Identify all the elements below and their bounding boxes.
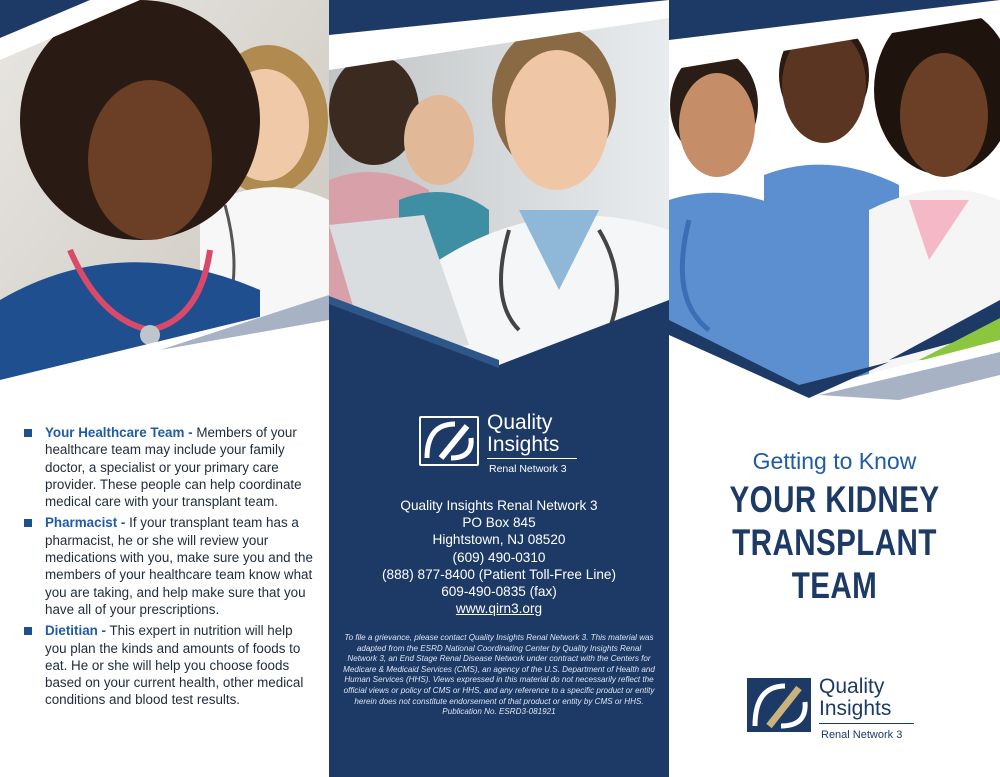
- disclaimer-text: To file a grievance, please contact Quality Insights Renal Network 3. This material was adapted from the ESRD National Coordinating Center by Quality Insights Renal Network 3, an End Stage Renal Disease Network under contract with the Centers for Medicare & Medicaid Services (CMS), an agency of the U.S. Department of Health and Human Services (HHS). Views expressed in this material do not necessarily reflect the official views or policy of CMS or HHS, and any reference to a specific product or entity herein does not constitute endorsement of that product or entity by CMS or HHS. Publication No. ESRD3-081921: [343, 633, 655, 717]
- bullet-square-icon: [24, 519, 32, 527]
- logo-word-insights: Insights: [819, 697, 892, 720]
- left-panel: [0, 0, 329, 777]
- title-line-1: YOUR KIDNEY: [729, 479, 940, 520]
- logo-mark-icon: [419, 416, 479, 466]
- logo-word-quality: Quality: [819, 675, 885, 698]
- cover-title: [702, 478, 967, 607]
- item-term: Pharmacist -: [45, 515, 126, 531]
- title-line-2: TRANSPLANT: [732, 522, 937, 563]
- logo-mark-icon: [747, 678, 811, 732]
- item-term: Your Healthcare Team -: [45, 425, 193, 440]
- cover-subtitle: Getting to Know: [752, 448, 917, 474]
- healthcare-team-photo: [0, 0, 329, 425]
- title-line-3: TEAM: [791, 565, 878, 606]
- toll-free-number: (888) 877-8400 (Patient Toll-Free Line): [382, 566, 616, 582]
- logo-word-insights: Insights: [487, 433, 560, 456]
- item-text: This expert in nutrition will help you plan the kinds and amounts of foods to eat. He or she will help you choose foods based on your current health, other medical conditions and blood test results.: [45, 623, 304, 708]
- list-item: [24, 424, 314, 510]
- logo-network: Renal Network 3: [489, 463, 567, 475]
- medical-staff-photo: [669, 0, 1000, 430]
- phone-number: (609) 490-0310: [452, 549, 546, 565]
- website-link[interactable]: www.qirn3.org: [455, 601, 543, 617]
- item-term: Dietitian -: [45, 623, 107, 639]
- bullet-square-icon: [24, 429, 32, 437]
- team-member-list: [24, 424, 314, 713]
- item-text: Members of your healthcare team may include your family doctor, a specialist or your primary care provider. These people can help coordinate medical care with your transplant team.: [45, 425, 302, 510]
- item-text: If your transplant team has a pharmacist, he or she will review your medications with you, make sure you and the members of your healthcare team know what you are taking, and help make sure that you have all of your prescriptions.: [45, 515, 313, 617]
- bullet-square-icon: [24, 627, 32, 635]
- po-box: PO Box 845: [462, 515, 536, 531]
- org-name: Quality Insights Renal Network 3: [400, 498, 598, 513]
- list-item: [24, 622, 314, 708]
- logo-divider: [487, 458, 577, 459]
- logo-word-quality: Quality: [487, 411, 553, 434]
- quality-insights-logo: [419, 412, 589, 480]
- doctor-photo: [329, 0, 669, 440]
- list-item: [24, 514, 314, 618]
- fax-number: 609-490-0835 (fax): [441, 584, 557, 600]
- logo-network: Renal Network 3: [821, 729, 903, 741]
- quality-insights-logo-cover: [747, 676, 947, 748]
- right-panel: [669, 0, 1000, 777]
- contact-address: [329, 497, 669, 617]
- logo-divider: [819, 723, 914, 724]
- middle-panel: [329, 0, 669, 777]
- city-line: Hightstown, NJ 08520: [432, 532, 566, 548]
